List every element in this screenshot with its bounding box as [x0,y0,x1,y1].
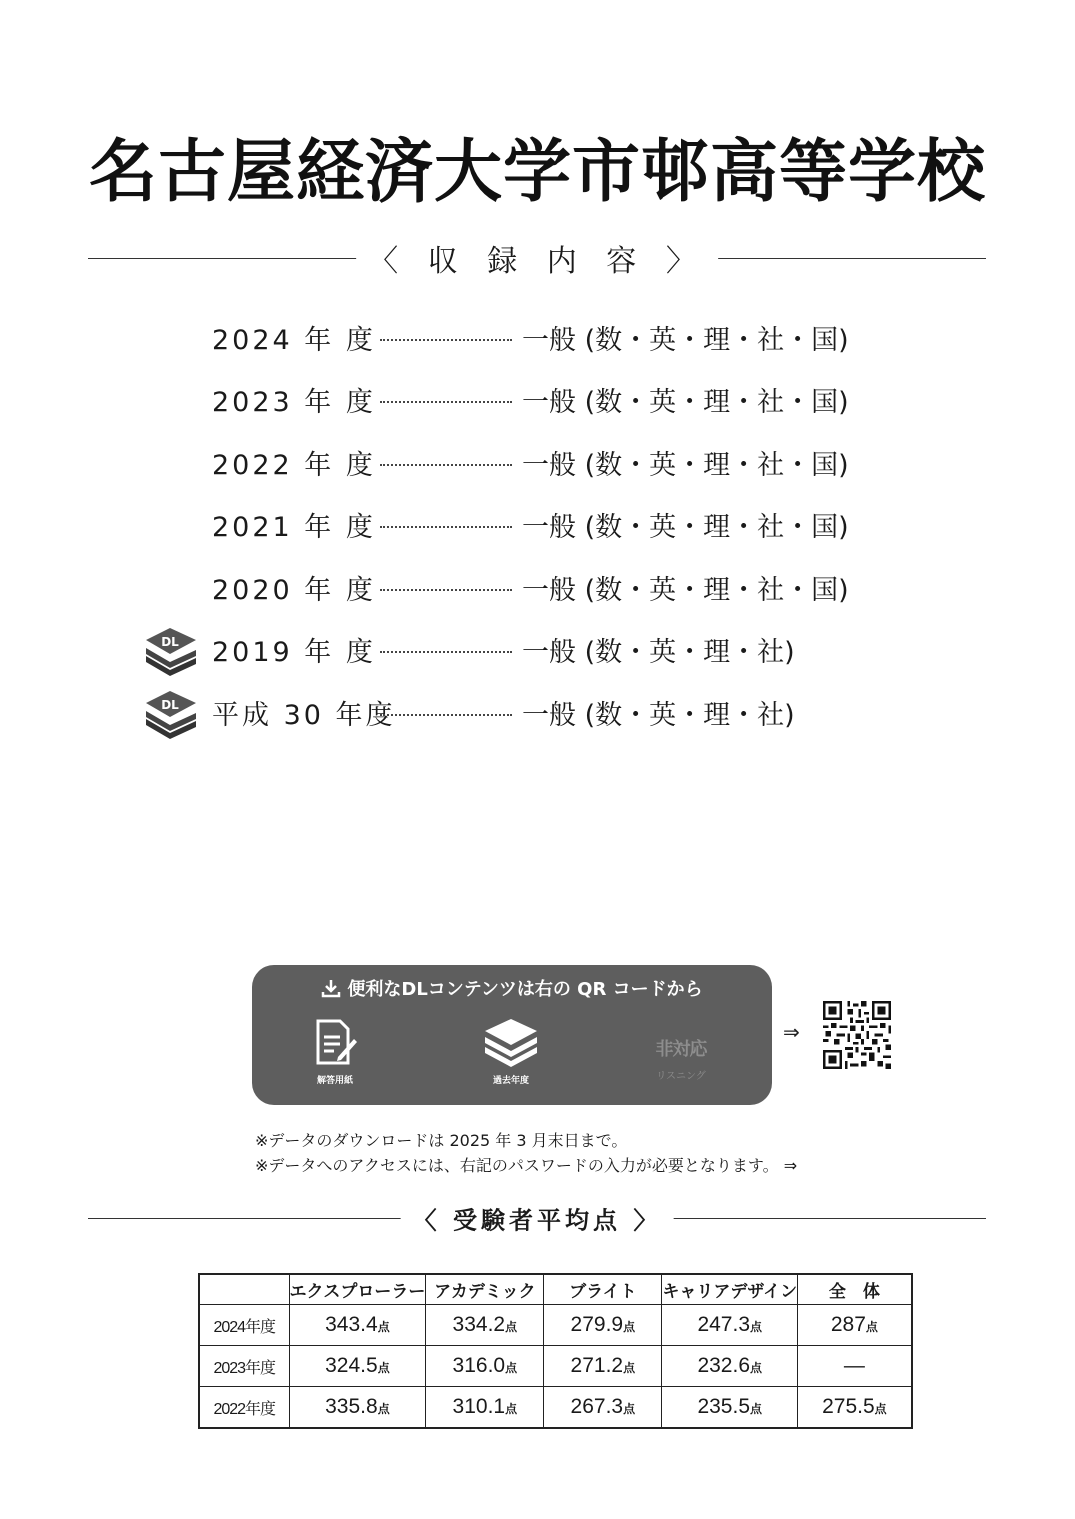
column-header: ブライト [544,1274,662,1305]
toc-row [0,693,1075,733]
score-cell: 334.2点 [426,1305,544,1346]
leader-dots [380,714,512,716]
leader-dots [380,651,512,653]
toc-content: 一般 (数・英・理・社・国) [522,325,849,356]
banner-heading: 便利なDLコンテンツは右の QR コードから [252,975,772,1003]
not-supported-label: 非対応 [655,1039,707,1060]
toc-row [0,318,1075,358]
table-row [199,1387,912,1429]
dl-content-banner[interactable] [252,965,772,1105]
banner-item-caption: 解答用紙 [316,1076,353,1086]
toc-year: 2019 年 度 [212,637,376,668]
toc-row [0,443,1075,483]
download-icon [321,978,341,1003]
listening-item [636,1017,726,1082]
toc-row [0,630,1075,670]
page-title: 名古屋経済大学市邨高等学校 [88,133,986,212]
score-cell: 232.6点 [662,1346,798,1387]
column-header [199,1274,289,1305]
score-cell: 271.2点 [544,1346,662,1387]
score-cell: — [798,1346,912,1387]
toc-row [0,380,1075,420]
qr-code-icon[interactable] [823,1001,891,1069]
leader-dots [380,526,512,528]
toc-year: 2020 年 度 [212,575,376,606]
row-year: 2023年度 [199,1346,289,1387]
table-row [199,1346,912,1387]
score-cell: 335.8点 [289,1387,426,1429]
table-row [199,1305,912,1346]
banner-item-caption: リスニング [656,1071,706,1082]
toc-content: 一般 (数・英・理・社・国) [522,575,849,606]
toc-content: 一般 (数・英・理・社・国) [522,512,849,543]
banner-item-caption: 過去年度 [492,1076,529,1086]
toc-content: 一般 (数・英・理・社・国) [522,450,849,481]
arrow-to-qr: ⇒ [783,1020,800,1044]
contents-heading: 〈 収 録 内 容 〉 [356,236,718,280]
dl-books-icon[interactable] [140,626,200,678]
toc-content: 一般 (数・英・理・社) [522,700,795,731]
score-cell: 247.3点 [662,1305,798,1346]
score-cell: 275.5点 [798,1387,912,1429]
leader-dots [380,339,512,341]
answer-sheet-icon [312,1017,358,1067]
download-notes [255,1128,797,1178]
column-header: キャリアデザイン [662,1274,798,1305]
score-cell: 310.1点 [426,1387,544,1429]
column-header: エクスプローラー [289,1274,426,1305]
toc-year: 2024 年 度 [212,325,376,356]
toc-year: 2022 年 度 [212,450,376,481]
toc-row [0,568,1075,608]
column-header: 全 体 [798,1274,912,1305]
score-cell: 287点 [798,1305,912,1346]
leader-dots [380,464,512,466]
score-cell: 324.5点 [289,1346,426,1387]
toc-year: 2023 年 度 [212,387,376,418]
row-year: 2024年度 [199,1305,289,1346]
note-line: ※データへのアクセスには、右記のパスワードの入力が必要となります。 ⇒ [255,1156,798,1175]
score-cell: 267.3点 [544,1387,662,1429]
toc-year: 平成 30 年度 [212,700,396,731]
note-line: ※データのダウンロードは 2025 年 3 月末日まで。 [255,1131,628,1150]
score-cell: 235.5点 [662,1387,798,1429]
dl-books-icon[interactable] [140,689,200,741]
average-scores-table [198,1273,913,1429]
row-year: 2022年度 [199,1387,289,1429]
scores-heading: 〈 受験者平均点 〉 [401,1201,674,1236]
past-years-item[interactable] [466,1017,556,1086]
score-cell: 316.0点 [426,1346,544,1387]
dl-badge-text: DL [161,635,179,649]
leader-dots [380,589,512,591]
score-cell: 279.9点 [544,1305,662,1346]
toc-content: 一般 (数・英・理・社・国) [522,387,849,418]
column-header: アカデミック [426,1274,544,1305]
books-icon [481,1017,541,1067]
toc-content: 一般 (数・英・理・社) [522,637,795,668]
answer-sheet-item[interactable] [290,1017,380,1086]
leader-dots [380,401,512,403]
table-header-row [199,1274,912,1305]
score-cell: 343.4点 [289,1305,426,1346]
toc-year: 2021 年 度 [212,512,376,543]
dl-badge-text: DL [161,698,179,712]
toc-row [0,505,1075,545]
